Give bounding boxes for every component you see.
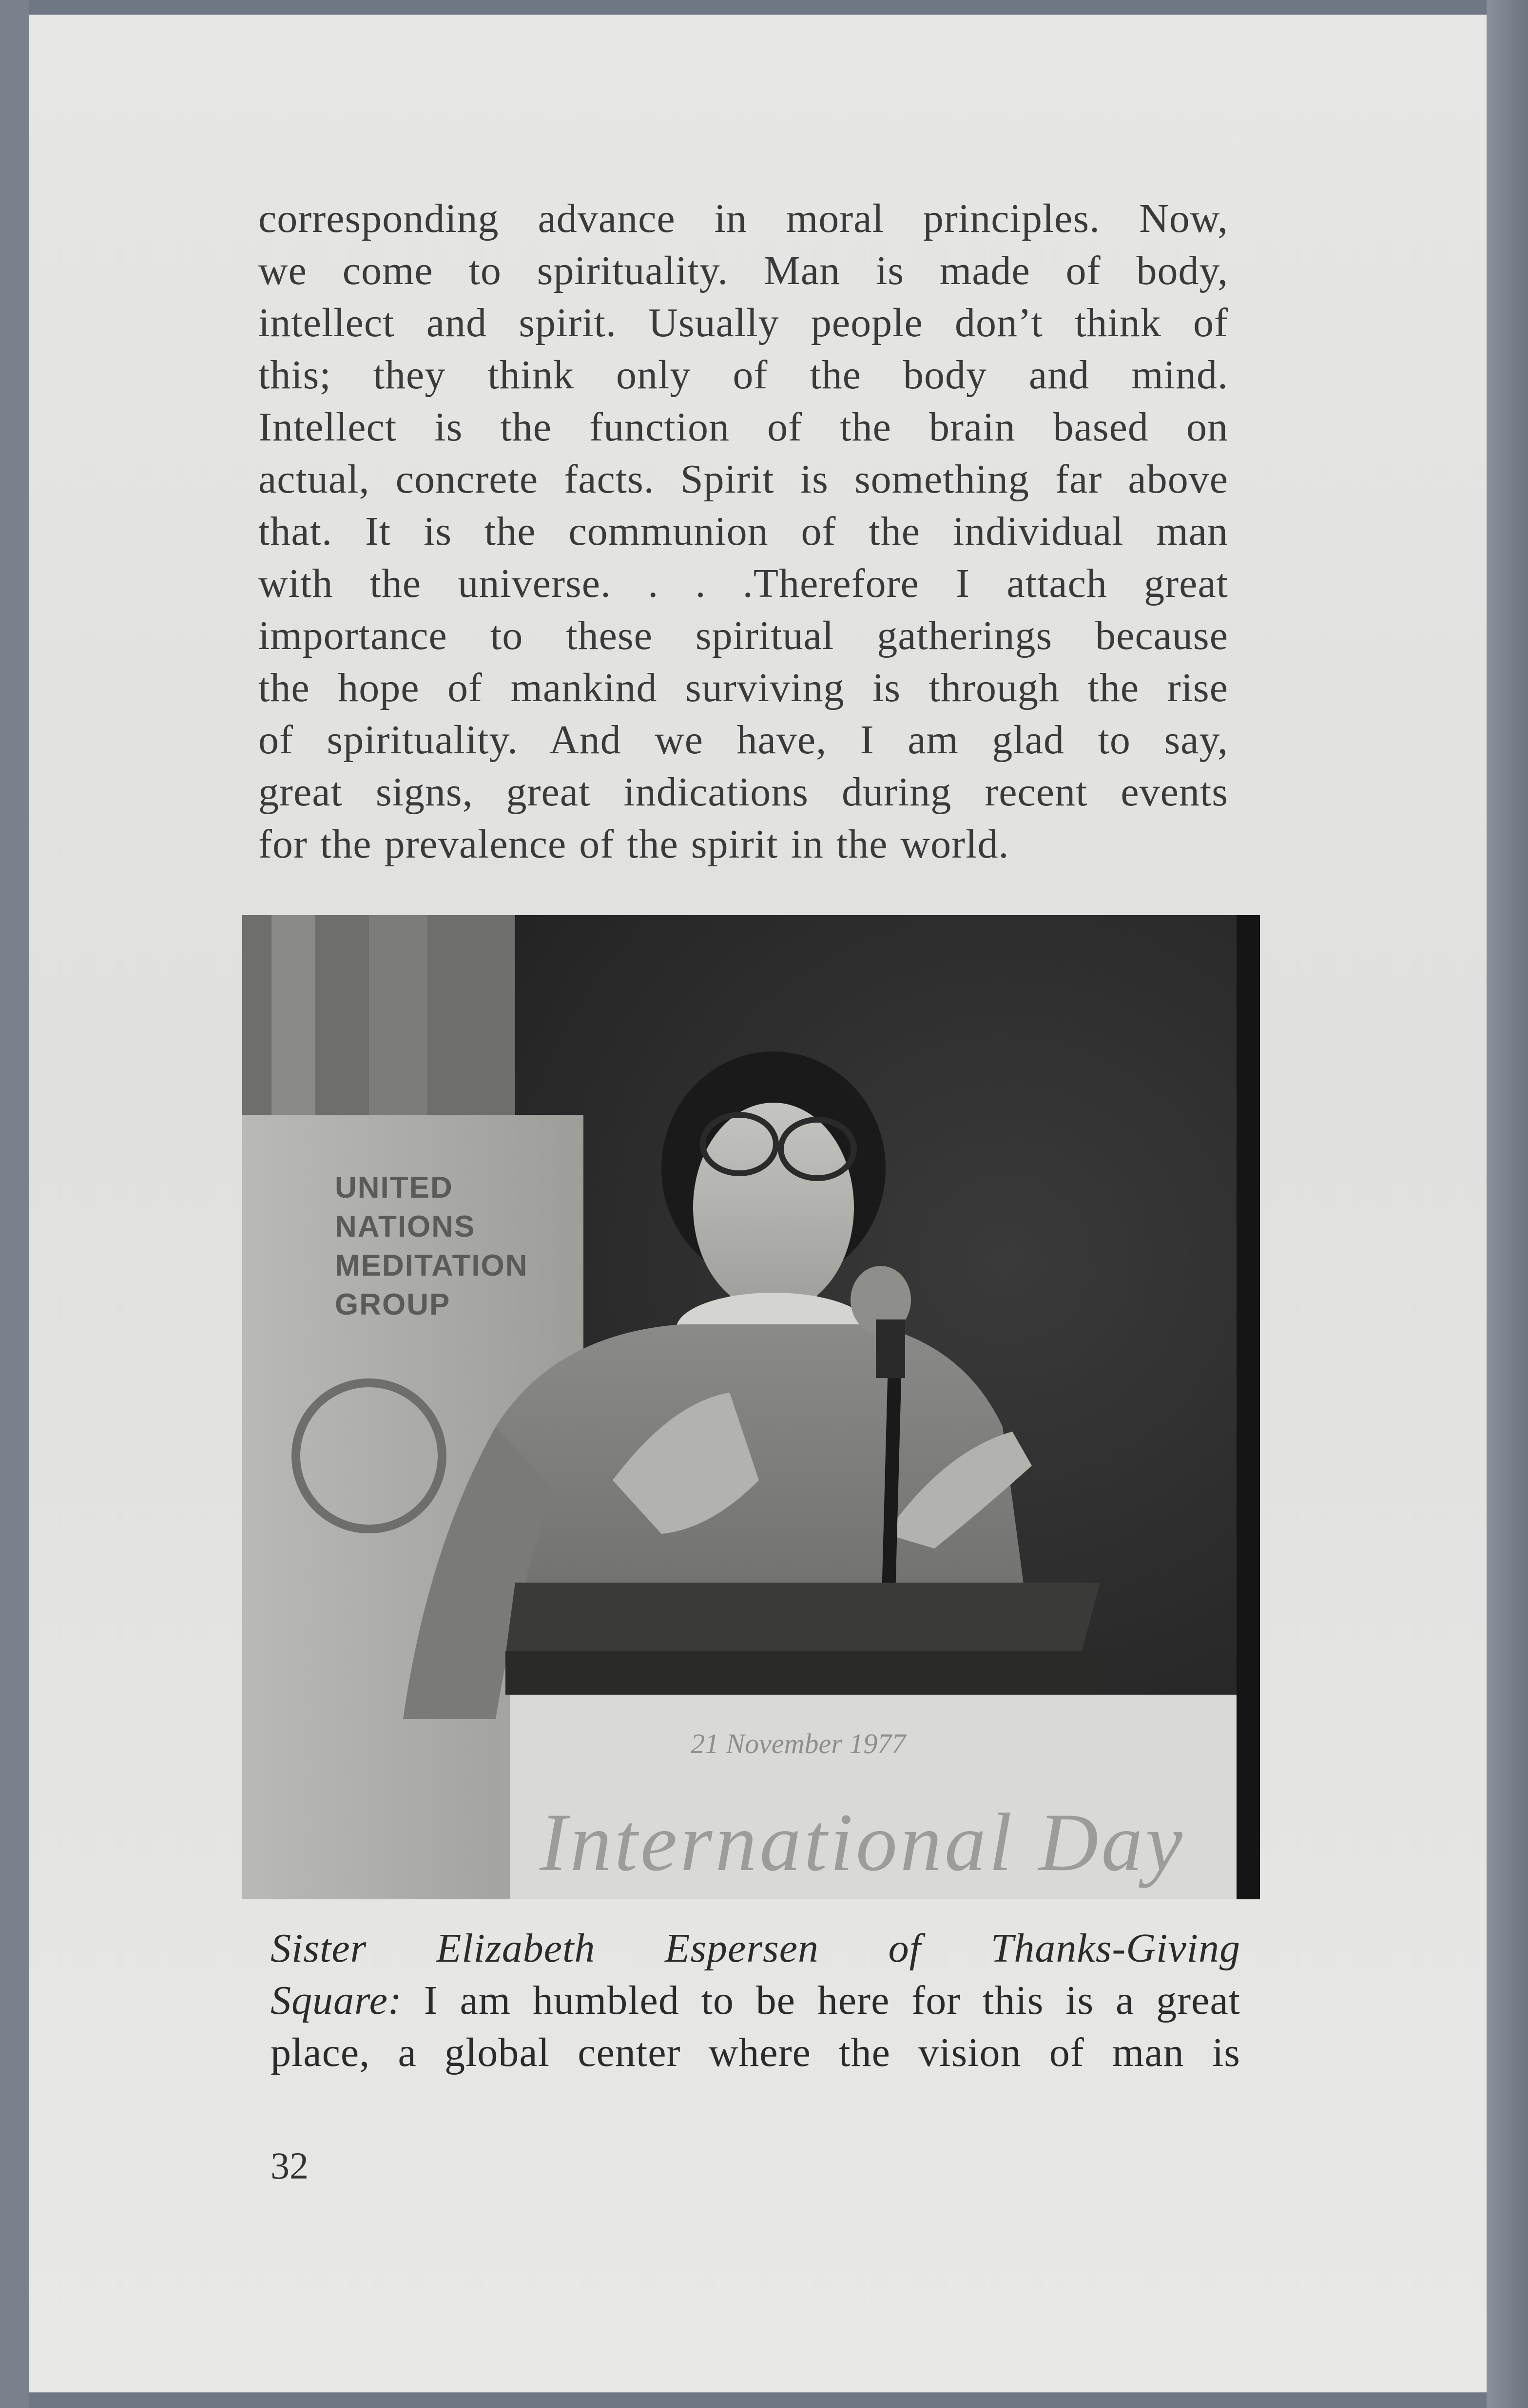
photo-caption (271, 1922, 1240, 2079)
body-line: this; they think only of the body and mind. (258, 352, 1228, 398)
body-line: actual, concrete facts. Spirit is something far above (258, 457, 1228, 502)
caption-line: place, a global center where the vision of man is (271, 2030, 1240, 2075)
body-line: we come to spirituality. Man is made of body, (258, 248, 1228, 293)
page-right-edge (1487, 0, 1528, 2408)
speaker-photo (242, 915, 1260, 1899)
caption-line (271, 1974, 1240, 2026)
banner-text: MEDITATION (335, 1249, 528, 1282)
caption-speaker: Sister Elizabeth Espersen of Thanks-Giving (271, 1926, 1240, 1971)
caption-text: I am humbled to be here for this is a great (424, 1978, 1241, 2023)
body-line: that. It is the communion of the individual man (258, 509, 1228, 554)
body-line: great signs, great indications during recent events (258, 769, 1228, 815)
body-line: importance to these spiritual gatherings because (258, 613, 1228, 658)
body-line: for the prevalence of the spirit in the world. (258, 822, 1009, 867)
body-line: with the universe. . . .Therefore I attach great (258, 561, 1228, 606)
banner-text: UNITED (335, 1171, 453, 1204)
speaker-photo-illustration (242, 915, 1260, 1899)
podium-date: 21 November 1977 (691, 1728, 906, 1759)
body-line: the hope of mankind surviving is through the rise (258, 665, 1228, 710)
page-left-shadow (0, 0, 29, 2408)
caption-speaker-cont: Square: (271, 1978, 402, 2023)
page-number: 32 (271, 2144, 309, 2187)
body-line: intellect and spirit. Usually people don’t think of (258, 300, 1228, 345)
podium-title: International Day (540, 1796, 1185, 1888)
banner-text: NATIONS (335, 1210, 476, 1243)
body-line: corresponding advance in moral principles. Now, (258, 196, 1228, 241)
body-text (258, 192, 1228, 870)
body-line: Intellect is the function of the brain based on (258, 404, 1228, 450)
banner-text: GROUP (335, 1288, 451, 1321)
body-line: of spirituality. And we have, I am glad to say, (258, 717, 1228, 763)
caption-line (271, 1922, 1240, 1974)
